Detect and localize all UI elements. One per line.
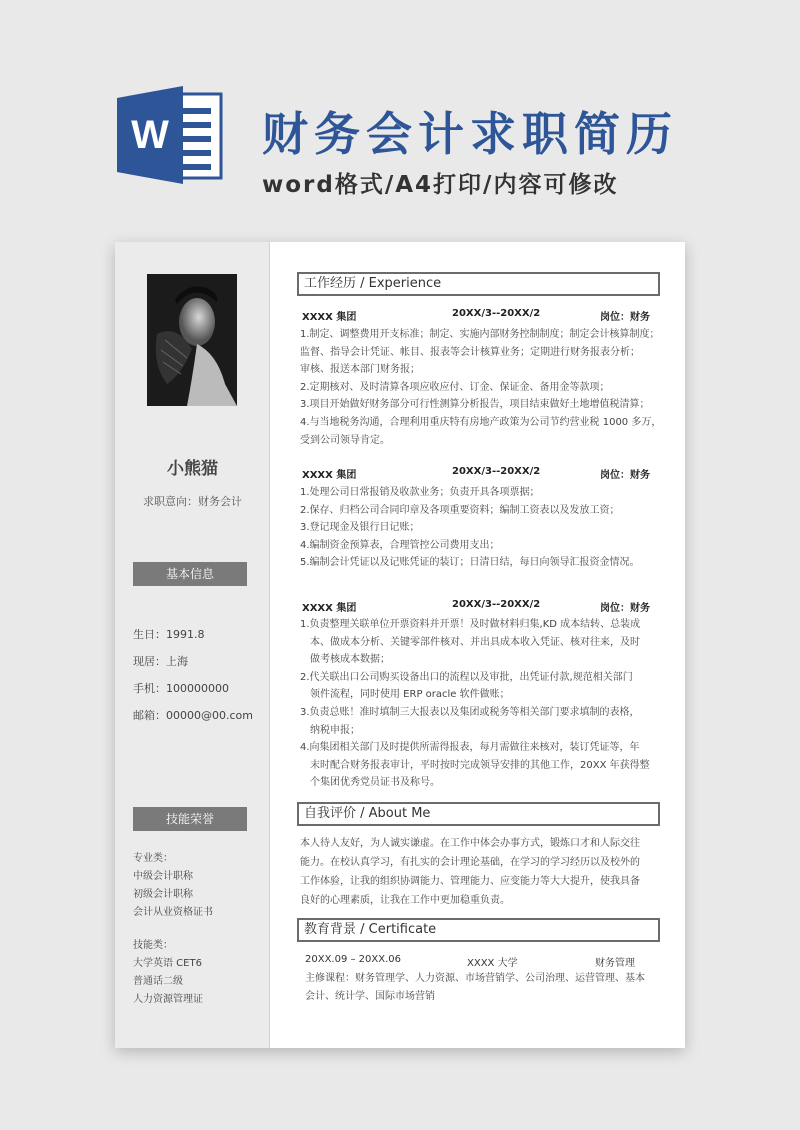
main-content: [297, 242, 677, 1048]
skill-item: 大学英语 CET6: [133, 958, 202, 969]
edu-school: XXXX 大学: [467, 958, 518, 969]
job-header: [302, 466, 652, 480]
job-header: [302, 308, 652, 322]
page-title: 财务会计求职简历: [262, 107, 678, 161]
duty-line: 审核、报送本部门财务报；: [300, 364, 420, 376]
word-icon: [117, 86, 223, 184]
sidebar: [115, 242, 270, 1048]
duty-line: 4.编制资金预算表，合理管控公司费用支出；: [300, 539, 500, 551]
experience-heading: 工作经历 / Experience: [297, 272, 660, 296]
job-header: [302, 599, 652, 613]
duty-line: 受到公司领导肯定。: [300, 434, 390, 446]
edu-major: 财务管理: [595, 958, 635, 969]
skill-item: 中级会计职称: [133, 871, 193, 882]
job-company: XXXX 集团: [302, 603, 357, 614]
duty-line: 2.定期核对、及时清算各项应收应付、订金、保证金、备用金等款项；: [300, 381, 610, 393]
job-intent: 求职意向：财务会计: [143, 495, 242, 508]
course-line: 主修课程：财务管理学、人力资源、市场营销学、公司治理、运营管理、基本: [305, 973, 645, 984]
word-icon-letter: W: [131, 113, 169, 157]
about-heading: 自我评价 / About Me: [297, 802, 660, 826]
info-phone: 手机：100000000: [133, 682, 229, 695]
skill-item: 人力资源管理证: [133, 994, 203, 1005]
duty-line: 4.与当地税务沟通，合理利用重庆特有房地产政策为公司节约营业税 1000 多万，: [300, 416, 662, 428]
skill-item: 普通话二级: [133, 976, 183, 987]
duty-line: 3.负责总账！准时填制三大报表以及集团或税务等相关部门要求填制的表格，: [300, 706, 640, 718]
duty-line: 领件流程，同时使用 ERP oracle 软件做账；: [310, 689, 510, 701]
duty-line: 纳税申报；: [310, 724, 360, 736]
skills-skill-label: 技能类：: [133, 940, 173, 951]
duty-line: 5.编制会计凭证以及记账凭证的装订；日清日结，每日向领导汇报资金情况。: [300, 557, 640, 569]
job-position: 岗位：财务: [600, 470, 650, 481]
education-heading: 教育背景 / Certificate: [297, 918, 660, 942]
about-line: 能力。在校认真学习，有扎实的会计理论基础，在学习的学习经历以及校外的: [300, 857, 640, 868]
duty-line: 2.代关联出口公司购买设备出口的流程以及审批，出凭证付款,规范相关部门: [300, 671, 633, 683]
info-email: 邮箱：00000@00.com: [133, 709, 253, 722]
info-birthday: 生日：1991.8: [133, 628, 205, 641]
profile-photo: [147, 274, 237, 406]
job-period: 20XX/3--20XX/2: [452, 308, 541, 319]
job-company: XXXX 集团: [302, 470, 357, 481]
duty-line: 个集团优秀党员证书及称号。: [310, 777, 440, 789]
duty-line: 3.登记现金及银行日记账；: [300, 522, 420, 534]
page-subtitle: word格式/A4打印/内容可修改: [262, 172, 619, 198]
resume-paper: [115, 242, 685, 1048]
skill-item: 初级会计职称: [133, 889, 193, 900]
job-duties: [300, 326, 660, 449]
skills-heading: 技能荣誉: [133, 807, 247, 831]
course-line: 会计、统计学、国际市场营销: [305, 991, 435, 1002]
about-line: 工作体验，让我的组织协调能力、管理能力、应变能力等大大提升，使我具备: [300, 876, 640, 887]
edu-courses: [305, 970, 665, 1006]
skill-item: 会计从业资格证书: [133, 907, 213, 918]
job-position: 岗位：财务: [600, 312, 650, 323]
basic-info-heading: 基本信息: [133, 562, 247, 586]
duty-line: 3.项目开始做好财务部分可行性测算分析报告，项目结束做好土地增值税清算；: [300, 399, 650, 411]
job-duties: [300, 484, 660, 572]
job-period: 20XX/3--20XX/2: [452, 466, 541, 477]
duty-line: 2.保存、归档公司合同印章及各项重要资料；编制工资表以及发放工资；: [300, 504, 620, 516]
job-duties: [300, 616, 660, 792]
job-period: 20XX/3--20XX/2: [452, 599, 541, 610]
duty-line: 1.制定、调整费用开支标准；制定、实施内部财务控制制度；制定会计核算制度；: [300, 329, 660, 340]
duty-line: 4.向集团相关部门及时提供所需得报表，每月需做往来核对，装订凭证等，年: [300, 742, 640, 754]
about-text: [300, 834, 660, 910]
duty-line: 1.负责整理关联单位开票资料并开票！及时做材料归集,KD 成本结转、总装成: [300, 619, 641, 630]
duty-line: 末时配合财务报表审计，平时按时完成领导安排的其他工作，20XX 年获得整: [310, 759, 650, 771]
about-line: 良好的心理素质，让我在工作中更加稳重负责。: [300, 895, 510, 906]
candidate-name: 小熊猫: [167, 459, 218, 479]
edu-period: 20XX.09 – 20XX.06: [305, 954, 402, 965]
about-line: 本人待人友好，为人诚实谦虚。在工作中体会办事方式，锻炼口才和人际交往: [300, 838, 640, 849]
skills-professional-label: 专业类：: [133, 853, 173, 864]
info-residence: 现居：上海: [133, 655, 188, 668]
duty-line: 1.处理公司日常报销及收款业务；负责开具各项票据；: [300, 487, 540, 498]
duty-line: 监督、指导会计凭证、帐目、报表等会计核算业务；定期进行财务报表分析；: [300, 346, 640, 358]
duty-line: 本、做成本分析、关键零部件核对、并出具成本收入凭证、核对往来，及时: [310, 636, 640, 648]
job-company: XXXX 集团: [302, 312, 357, 323]
duty-line: 做考核成本数据；: [310, 654, 390, 666]
education-row: [305, 954, 655, 968]
job-position: 岗位：财务: [600, 603, 650, 614]
